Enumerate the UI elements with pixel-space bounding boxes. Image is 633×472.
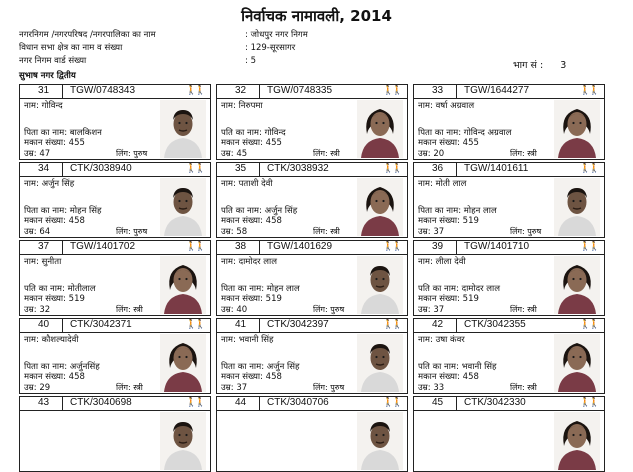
voter-name: नाम: भवानी सिंह (221, 335, 274, 345)
header-label: नगर निगम वार्ड संख्या (19, 56, 87, 66)
serial-number: 38 (235, 241, 247, 252)
voter-card (19, 84, 211, 160)
epic-number: CTK/3040698 (70, 397, 132, 408)
voter-symbol-icon: 🚶🚶 (185, 85, 204, 95)
serial-number: 40 (38, 319, 50, 330)
voter-age: उम्र: 33 (418, 383, 445, 393)
epic-number: TGW/1401611 (464, 163, 529, 174)
serial-number: 37 (38, 241, 50, 252)
voter-name: नाम: पताशी देवी (221, 179, 273, 189)
serial-number: 35 (235, 163, 247, 174)
voter-card-header (217, 319, 407, 333)
voter-photo (554, 178, 600, 236)
header-divider (62, 319, 63, 332)
voter-card-header (20, 163, 210, 177)
voter-gender: लिंग: स्त्री (116, 305, 143, 314)
epic-number: TGW/1401702 (70, 241, 136, 252)
voter-card (216, 318, 408, 394)
serial-number: 44 (235, 397, 247, 408)
header-divider (456, 241, 457, 254)
header-divider (456, 163, 457, 176)
voter-card-header (20, 397, 210, 411)
house-number: मकान संख्या: 458 (221, 372, 282, 382)
header-label: विधान सभा क्षेत्र का नाम व संख्या (19, 43, 123, 53)
voter-gender: लिंग: पुरुष (116, 149, 148, 158)
voter-age: उम्र: 37 (418, 227, 445, 237)
voter-gender: लिंग: स्त्री (313, 149, 340, 158)
epic-number: CTK/3040706 (267, 397, 329, 408)
voter-photo (160, 334, 206, 392)
voter-card (413, 396, 605, 472)
serial-number: 39 (432, 241, 444, 252)
epic-number: CTK/3042397 (267, 319, 329, 330)
relative-name: पिता का नाम: बालकिशन (24, 128, 102, 138)
voter-card-header (414, 163, 604, 177)
epic-number: CTK/3042355 (464, 319, 526, 330)
header-divider (62, 397, 63, 410)
voter-card (19, 162, 211, 238)
house-number: मकान संख्या: 455 (24, 138, 85, 148)
voter-card (216, 240, 408, 316)
voter-photo (357, 256, 403, 314)
voter-card (413, 318, 605, 394)
voter-card (216, 162, 408, 238)
voter-symbol-icon: 🚶🚶 (579, 397, 598, 407)
voter-name: नाम: उषा कंवर (418, 335, 465, 345)
house-number: मकान संख्या: 455 (418, 138, 479, 148)
voter-symbol-icon: 🚶🚶 (382, 85, 401, 95)
voter-gender: लिंग: स्त्री (313, 227, 340, 236)
header-label: नगरनिगम /नगरपरिषद /नगरपालिका का नाम (19, 30, 156, 40)
voter-age: उम्र: 64 (24, 227, 51, 237)
voter-card-header (20, 319, 210, 333)
voter-card (413, 162, 605, 238)
header-value: : 5 (245, 56, 256, 66)
relative-name: पिता का नाम: मोहन लाल (418, 206, 497, 216)
voter-card-header (20, 85, 210, 99)
voter-age: उम्र: 47 (24, 149, 51, 159)
voter-card-header (414, 319, 604, 333)
voter-name: नाम: लीला देवी (418, 257, 466, 267)
voter-symbol-icon: 🚶🚶 (382, 241, 401, 251)
voter-symbol-icon: 🚶🚶 (185, 163, 204, 173)
voter-name: नाम: निरुपमा (221, 101, 263, 111)
relative-name: पिता का नाम: अर्जुन सिंह (221, 362, 300, 372)
voter-card-header (414, 397, 604, 411)
house-number: मकान संख्या: 458 (24, 372, 85, 382)
epic-number: TGW/1644277 (464, 85, 530, 96)
header-divider (456, 397, 457, 410)
epic-number: CTK/3038940 (70, 163, 132, 174)
section-title: सुभाष नगर द्वितीय (19, 71, 76, 81)
voter-card (413, 84, 605, 160)
voter-gender: लिंग: स्त्री (116, 383, 143, 392)
voter-card-header (414, 241, 604, 255)
house-number: मकान संख्या: 455 (221, 138, 282, 148)
voter-card (19, 240, 211, 316)
voter-name: नाम: मोती लाल (418, 179, 467, 189)
epic-number: CTK/3038932 (267, 163, 329, 174)
epic-number: TGW/0748343 (70, 85, 136, 96)
voter-photo (357, 412, 403, 470)
part-number-value: 3 (560, 60, 567, 71)
voter-name: नाम: कौशल्यादेवी (24, 335, 79, 345)
voter-card-header (414, 85, 604, 99)
serial-number: 43 (38, 397, 50, 408)
voter-gender: लिंग: पुरुष (313, 305, 345, 314)
relative-name: पिता का नाम: मोहन सिंह (24, 206, 102, 216)
voter-age: उम्र: 45 (221, 149, 248, 159)
header-divider (456, 319, 457, 332)
header-divider (259, 397, 260, 410)
voter-photo (554, 334, 600, 392)
voter-symbol-icon: 🚶🚶 (382, 397, 401, 407)
epic-number: CTK/3042330 (464, 397, 526, 408)
relative-name: पति का नाम: अर्जुन सिंह (221, 206, 298, 216)
voter-symbol-icon: 🚶🚶 (382, 319, 401, 329)
voter-photo (357, 334, 403, 392)
header-divider (259, 319, 260, 332)
serial-number: 33 (432, 85, 444, 96)
voter-symbol-icon: 🚶🚶 (579, 319, 598, 329)
voter-symbol-icon: 🚶🚶 (579, 241, 598, 251)
header-assembly (19, 43, 296, 54)
voter-name: नाम: वर्षा अग्रवाल (418, 101, 475, 111)
header-ward (19, 56, 256, 67)
part-number (513, 58, 566, 71)
header-divider (259, 241, 260, 254)
header-divider (456, 85, 457, 98)
voter-card-header (20, 241, 210, 255)
house-number: मकान संख्या: 519 (24, 294, 85, 304)
voter-symbol-icon: 🚶🚶 (579, 163, 598, 173)
voter-name: नाम: सुनीता (24, 257, 62, 267)
epic-number: CTK/3042371 (70, 319, 132, 330)
voter-photo (554, 412, 600, 470)
header-divider (259, 163, 260, 176)
voter-gender: लिंग: स्त्री (510, 305, 537, 314)
voter-symbol-icon: 🚶🚶 (579, 85, 598, 95)
voter-card (413, 240, 605, 316)
header-divider (62, 163, 63, 176)
voter-photo (160, 412, 206, 470)
voter-card-header (217, 397, 407, 411)
epic-number: TGW/1401629 (267, 241, 333, 252)
house-number: मकान संख्या: 519 (418, 294, 479, 304)
header-value: : 129-सूरसागर (245, 43, 296, 53)
voter-photo (357, 178, 403, 236)
voter-card (19, 396, 211, 472)
voter-gender: लिंग: स्त्री (510, 149, 537, 158)
relative-name: पिता का नाम: अर्जुनसिंह (24, 362, 100, 372)
voter-name: नाम: दामोदर लाल (221, 257, 277, 267)
house-number: मकान संख्या: 519 (418, 216, 479, 226)
voter-age: उम्र: 37 (418, 305, 445, 315)
voter-card-header (217, 241, 407, 255)
voter-photo (160, 178, 206, 236)
voter-age: उम्र: 20 (418, 149, 445, 159)
relative-name: पति का नाम: गोविन्द (221, 128, 286, 138)
voter-age: उम्र: 40 (221, 305, 248, 315)
voter-gender: लिंग: पुरुष (116, 227, 148, 236)
voter-gender: लिंग: पुरुष (313, 383, 345, 392)
serial-number: 42 (432, 319, 444, 330)
voter-symbol-icon: 🚶🚶 (185, 397, 204, 407)
voter-age: उम्र: 58 (221, 227, 248, 237)
voter-card (216, 84, 408, 160)
part-number-label: भाग सं : (513, 60, 544, 71)
house-number: मकान संख्या: 519 (221, 294, 282, 304)
voter-card (216, 396, 408, 472)
voter-photo (554, 256, 600, 314)
serial-number: 41 (235, 319, 247, 330)
header-divider (62, 85, 63, 98)
epic-number: TGW/1401710 (464, 241, 530, 252)
serial-number: 45 (432, 397, 444, 408)
voter-age: उम्र: 37 (221, 383, 248, 393)
relative-name: पति का नाम: दामोदर लाल (418, 284, 500, 294)
serial-number: 32 (235, 85, 247, 96)
serial-number: 34 (38, 163, 50, 174)
epic-number: TGW/0748335 (267, 85, 333, 96)
house-number: मकान संख्या: 458 (221, 216, 282, 226)
voter-name: नाम: अर्जुन सिंह (24, 179, 75, 189)
relative-name: पिता का नाम: मोहन लाल (221, 284, 300, 294)
voter-symbol-icon: 🚶🚶 (185, 319, 204, 329)
voter-age: उम्र: 29 (24, 383, 51, 393)
voter-gender: लिंग: पुरुष (510, 227, 542, 236)
serial-number: 31 (38, 85, 50, 96)
header-value: : जोधपुर नगर निगम (245, 30, 308, 40)
page-title: निर्वाचक नामावली, 2014 (241, 7, 392, 25)
voter-card-header (217, 163, 407, 177)
voter-symbol-icon: 🚶🚶 (185, 241, 204, 251)
voter-card-header (217, 85, 407, 99)
voter-gender: लिंग: स्त्री (510, 383, 537, 392)
relative-name: पिता का नाम: गोविन्द अग्रवाल (418, 128, 512, 138)
voter-age: उम्र: 32 (24, 305, 51, 315)
voter-photo (160, 100, 206, 158)
header-divider (62, 241, 63, 254)
header-corporation (19, 30, 308, 41)
serial-number: 36 (432, 163, 444, 174)
house-number: मकान संख्या: 458 (418, 372, 479, 382)
house-number: मकान संख्या: 458 (24, 216, 85, 226)
relative-name: पति का नाम: मोतीलाल (24, 284, 96, 294)
voter-photo (160, 256, 206, 314)
header-divider (259, 85, 260, 98)
voter-photo (554, 100, 600, 158)
relative-name: पति का नाम: भवानी सिंह (418, 362, 497, 372)
voter-symbol-icon: 🚶🚶 (382, 163, 401, 173)
voter-photo (357, 100, 403, 158)
voter-card (19, 318, 211, 394)
voter-name: नाम: गोविन्द (24, 101, 63, 111)
